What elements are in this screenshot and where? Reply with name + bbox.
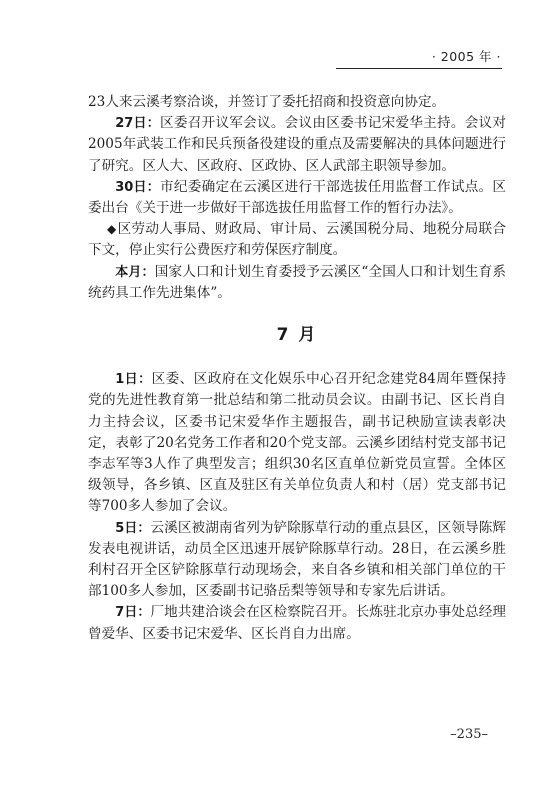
paragraph <box>88 113 506 177</box>
paragraph <box>88 219 506 261</box>
paragraph-text: 市纪委确定在云溪区进行干部选拔任用监督工作试点。区委出台《关于进一步做好干部选拔任用监督工作的暂行办法》。 <box>88 178 506 217</box>
entry-date: 5日： <box>115 520 151 536</box>
paragraph <box>88 602 506 644</box>
entry-date: 30日： <box>115 179 161 195</box>
running-header-year: · 2005 年 · <box>431 49 501 64</box>
paragraph <box>88 92 506 113</box>
paragraph-text: 区委、区政府在文化娱乐中心召开纪念建党84周年暨保持党的先进性教育第一批总结和第二批动员会议。由副书记、区长肖自力主持会议，区委书记宋爱华作主题报告，副书记秧励宣读表彰决定，表彰了20名党务工作者和20个党支部。云溪乡团结村党支部书记李志军等3人作了典型发言；组织30名区直单位新党员宣誓。全体区级领导，各乡镇、区直及驻区有关单位负责人和村（居）党支部书记等700多人参加了会议。 <box>88 371 507 515</box>
entry-date: 7日： <box>115 605 151 621</box>
entry-date: 1日： <box>115 372 152 388</box>
paragraph-text: 23人来云溪考察洽谈，并签订了委托招商和投资意向协定。 <box>88 94 446 110</box>
header-rule <box>336 68 502 69</box>
page-number: –235– <box>450 727 488 742</box>
paragraph-text: 国家人口和计划生育委授予云溪区“全国人口和计划生育系统药具工作先进集体”。 <box>88 263 506 301</box>
page-body <box>88 92 506 645</box>
entry-date: 本月： <box>115 264 155 280</box>
paragraph-text: 区劳动人事局、财政局、审计局、云溪国税分局、地税分局联合下文，停止实行公费医疗和劳保医疗制度。 <box>88 221 507 259</box>
month-heading: 7 月 <box>276 325 318 346</box>
paragraph <box>88 518 506 603</box>
paragraph <box>88 262 506 304</box>
paragraph <box>88 369 506 517</box>
entry-date: 27日： <box>115 116 161 132</box>
paragraph-text: 厂地共建洽谈会在区检察院召开。长炼驻北京办事处总经理曾爱华、区委书记宋爱华、区长肖自力出席。 <box>88 604 506 642</box>
paragraph-text: 区委召开议军会议。会议由区委书记宋爱华主持。会议对2005年武装工作和民兵预备役建设的重点及需要解决的具体问题进行了研究。区人大、区政府、区政协、区人武部主职领导参加。 <box>88 115 506 174</box>
diamond-bullet-icon: ◆ <box>107 222 117 237</box>
paragraph-text: 云溪区被湖南省列为铲除豚草行动的重点县区，区领导陈辉发表电视讲话，动员全区迅速开展铲除豚草行动。28日，在云溪乡胜利村召开全区铲除豚草行动现场会，来自各乡镇和相关部门单位的干部100多人参加，区委副书记骆岳梨等领导和专家先后讲话。 <box>88 519 506 600</box>
paragraph <box>88 177 506 219</box>
